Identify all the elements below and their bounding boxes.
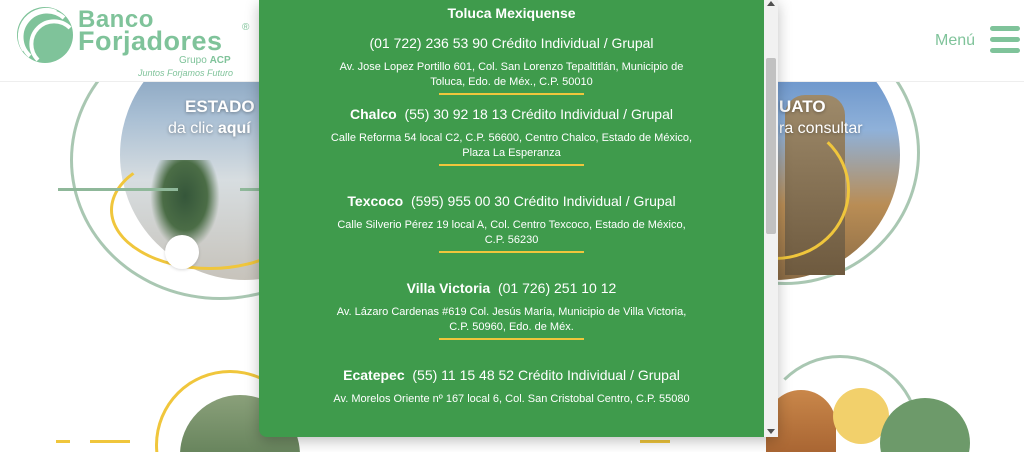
branch-phone: (55) 30 92 18 13 Crédito Individual / Grupal — [404, 106, 673, 122]
branch-heading — [259, 267, 764, 297]
scroll-up-arrow-icon[interactable] — [767, 1, 775, 6]
decorative-line — [58, 188, 178, 191]
branch-phone: (01 722) 236 53 90 Crédito Individual / Grupal — [369, 35, 654, 51]
logo-line2: Forjadores — [78, 26, 223, 56]
click-prefix: da clic — [168, 120, 214, 137]
logo-circles-icon — [16, 6, 74, 64]
click-here-link[interactable]: aquí — [217, 120, 251, 137]
branch-item — [259, 354, 764, 437]
logo-slogan: Juntos Forjamos Futuro — [138, 68, 234, 78]
menu-label[interactable]: Menú — [935, 32, 976, 49]
decorative-dash — [640, 440, 670, 443]
branch-address: Calle Reforma 54 local C2, C.P. 56600, Centro Chalco, Estado de México, Plaza La Esperanza — [330, 132, 693, 159]
divider — [439, 338, 584, 340]
decorative-dot — [165, 235, 199, 269]
bank-logo[interactable] — [14, 4, 259, 80]
scrollbar-thumb[interactable] — [766, 58, 776, 234]
decorative-dash — [90, 440, 130, 443]
branch-address: Av. Jose Lopez Portillo 601, Col. San Lorenzo Tepaltitlán, Municipio de Toluca, Edo. de Méx., C.P. 50010 — [339, 61, 684, 88]
branch-address: Calle Silverio Pérez 19 local A, Col. Centro Texcoco, Estado de México, C.P. 56230 — [337, 219, 686, 246]
branch-item — [259, 267, 764, 354]
branch-name: Texcoco — [347, 193, 404, 209]
branch-item — [259, 180, 764, 267]
divider — [439, 251, 584, 253]
branch-phone: (55) 11 15 48 52 Crédito Individual / Grupal — [412, 367, 680, 383]
logo-line1: Banco — [78, 6, 154, 33]
branch-item — [259, 93, 764, 180]
branch-name: Chalco — [350, 106, 397, 122]
registered-mark: ® — [242, 22, 250, 33]
branch-heading — [259, 180, 764, 210]
branch-phone: (595) 955 00 30 Crédito Individual / Grupal — [410, 193, 676, 209]
divider — [439, 164, 584, 166]
branches-modal — [259, 0, 778, 437]
branch-name: Toluca Mexiquense — [447, 5, 576, 21]
branch-item — [259, 0, 764, 93]
branch-heading — [259, 354, 764, 384]
modal-scrollbar[interactable] — [764, 0, 778, 437]
group-name: ACP — [209, 55, 231, 66]
branch-address: Av. Lázaro Cardenas #619 Col. Jesús María, Municipio de Villa Victoria, C.P. 50960, Edo. de Méx. — [336, 306, 687, 333]
decorative-dash — [56, 440, 70, 443]
state-subtitle-left[interactable] — [168, 120, 251, 138]
state-title-left[interactable]: ESTADO — [185, 97, 255, 116]
branch-name: Ecatepec — [343, 367, 405, 383]
state-title-right[interactable]: UATO — [779, 97, 826, 116]
branch-heading — [259, 93, 764, 123]
branch-phone: (01 726) 251 10 12 — [497, 280, 617, 296]
hamburger-menu-icon[interactable] — [990, 26, 1020, 54]
branches-list[interactable] — [259, 0, 764, 437]
branch-name: Villa Victoria — [406, 280, 491, 296]
state-subtitle-right[interactable]: ra consultar — [779, 120, 863, 137]
group-prefix: Grupo — [179, 55, 207, 66]
decorative-line — [240, 188, 260, 191]
logo-group — [179, 55, 231, 66]
scroll-down-arrow-icon[interactable] — [767, 429, 775, 434]
branch-address: Av. Morelos Oriente nº 167 local 6, Col. San Cristobal Centro, C.P. 55080 — [333, 393, 690, 405]
